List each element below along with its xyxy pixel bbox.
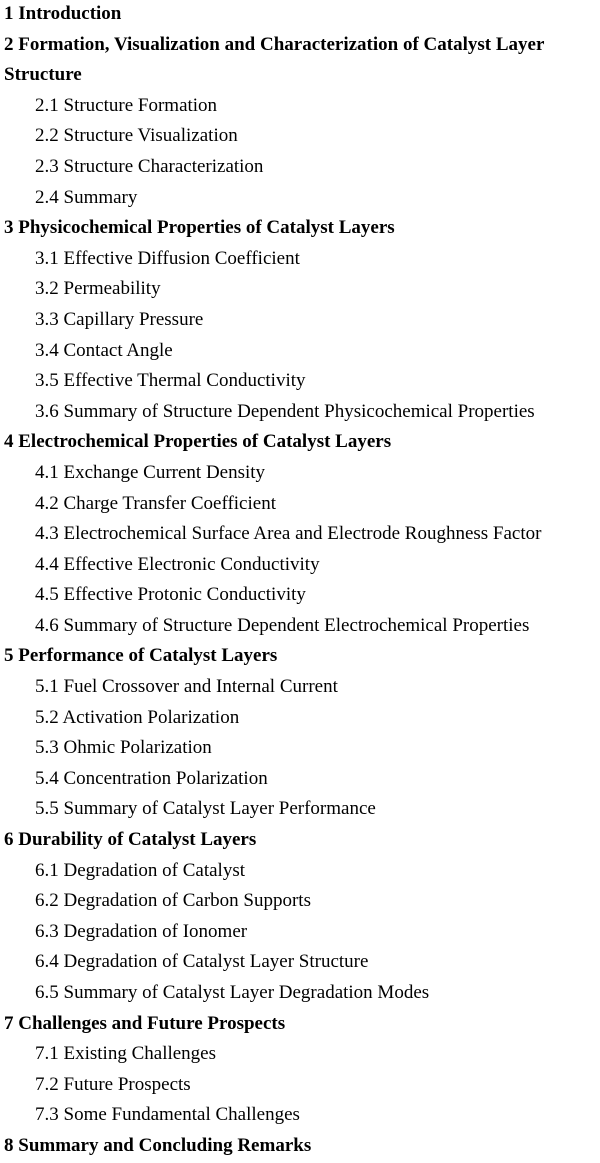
toc-subsection-3-3[interactable]: 3.3 Capillary Pressure: [35, 308, 204, 330]
toc-subsection-3-6[interactable]: 3.6 Summary of Structure Dependent Physicochemical Properties: [35, 400, 535, 422]
toc-subsection-5-5[interactable]: 5.5 Summary of Catalyst Layer Performance: [35, 798, 376, 820]
toc-subsection-7-1[interactable]: 7.1 Existing Challenges: [35, 1043, 217, 1065]
toc-subsection-6-5[interactable]: 6.5 Summary of Catalyst Layer Degradation Modes: [35, 982, 430, 1003]
toc-section-1[interactable]: 1 Introduction: [4, 3, 122, 24]
toc-subsection-3-1[interactable]: 3.1 Effective Diffusion Coefficient: [35, 247, 300, 269]
toc-subsection-5-2[interactable]: 5.2 Activation Polarization: [35, 706, 240, 728]
toc-subsection-5-3[interactable]: 5.3 Ohmic Polarization: [35, 737, 212, 759]
toc-section-2-line-1[interactable]: 2 Formation, Visualization and Characterization of Catalyst Layer: [4, 33, 545, 55]
toc-subsection-6-3[interactable]: 6.3 Degradation of Ionomer: [35, 920, 248, 942]
toc-section-4[interactable]: 4 Electrochemical Properties of Catalyst Layers: [4, 431, 392, 453]
toc-subsection-6-4[interactable]: 6.4 Degradation of Catalyst Layer Structure: [35, 951, 369, 973]
toc-section-2-line-2[interactable]: Structure: [4, 64, 82, 86]
toc-section-5[interactable]: 5 Performance of Catalyst Layers: [4, 645, 278, 667]
toc-subsection-3-2[interactable]: 3.2 Permeability: [35, 278, 161, 300]
toc-subsection-6-2[interactable]: 6.2 Degradation of Carbon Supports: [35, 890, 311, 912]
toc-subsection-2-4[interactable]: 2.4 Summary: [35, 186, 138, 208]
toc-subsection-4-4[interactable]: 4.4 Effective Electronic Conductivity: [35, 553, 320, 575]
toc-subsection-4-1[interactable]: 4.1 Exchange Current Density: [35, 461, 266, 483]
toc-subsection-4-5[interactable]: 4.5 Effective Protonic Conductivity: [35, 584, 306, 606]
toc-subsection-5-4[interactable]: 5.4 Concentration Polarization: [35, 767, 268, 789]
toc-subsection-4-2[interactable]: 4.2 Charge Transfer Coefficient: [35, 492, 276, 514]
toc-section-7[interactable]: 7 Challenges and Future Prospects: [4, 1012, 286, 1034]
toc-subsection-2-2[interactable]: 2.2 Structure Visualization: [35, 125, 238, 147]
toc-subsection-7-3[interactable]: 7.3 Some Fundamental Challenges: [35, 1104, 300, 1126]
toc-subsection-4-3[interactable]: 4.3 Electrochemical Surface Area and Electrode Roughness Factor: [35, 523, 542, 545]
toc-subsection-3-4[interactable]: 3.4 Contact Angle: [35, 339, 173, 361]
toc-section-8[interactable]: 8 Summary and Concluding Remarks: [4, 1134, 312, 1156]
toc-subsection-2-3[interactable]: 2.3 Structure Characterization: [35, 155, 264, 177]
toc-subsection-3-5[interactable]: 3.5 Effective Thermal Conductivity: [35, 370, 306, 392]
toc-section-3[interactable]: 3 Physicochemical Properties of Catalyst Layers: [4, 217, 395, 239]
toc-subsection-7-2[interactable]: 7.2 Future Prospects: [35, 1073, 191, 1095]
toc-subsection-5-1[interactable]: 5.1 Fuel Crossover and Internal Current: [35, 676, 338, 698]
toc-subsection-2-1[interactable]: 2.1 Structure Formation: [35, 94, 218, 116]
toc-subsection-4-6[interactable]: 4.6 Summary of Structure Dependent Electrochemical Properties: [35, 614, 530, 636]
toc-section-6[interactable]: 6 Durability of Catalyst Layers: [4, 829, 257, 851]
toc-subsection-6-1[interactable]: 6.1 Degradation of Catalyst: [35, 859, 246, 881]
